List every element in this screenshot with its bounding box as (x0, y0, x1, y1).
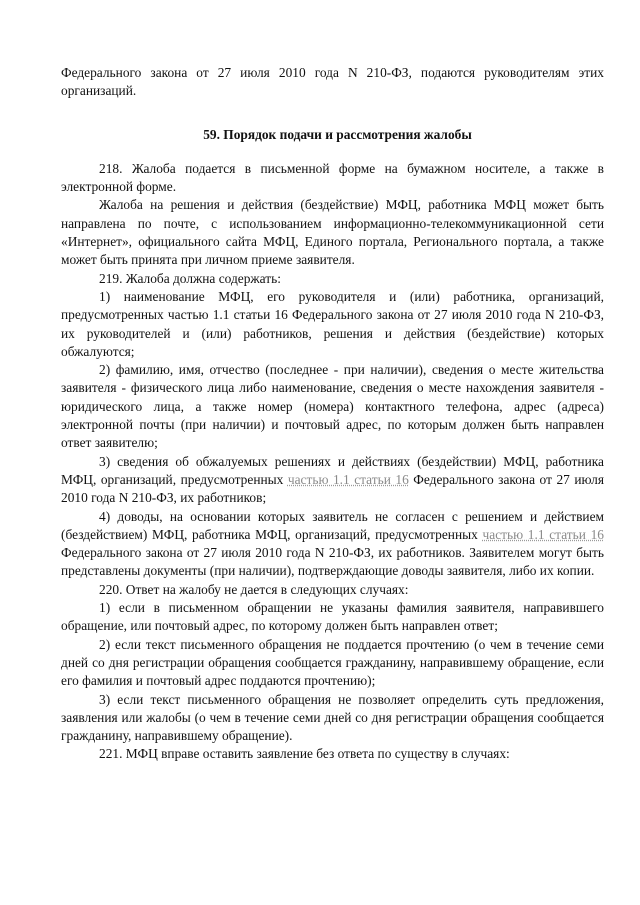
paragraph-219-item-1: 1) наименование МФЦ, его руководителя и (или) работника, организаций, предусмотренных частью 1.1 статьи 16 Федерального закона от 27 июля 2010 года N 210-ФЗ, их руководителей и (или) работников, решения и действия (бездействие) которых обжалуются; (61, 288, 604, 359)
paragraph-221: 221. МФЦ вправе оставить заявление без ответа по существу в случаях: (99, 746, 510, 762)
paragraph-219: 219. Жалоба должна содержать: (99, 270, 281, 286)
paragraph-219-item-2: 2) фамилию, имя, отчество (последнее - при наличии), сведения о месте жительства заявителя - физического лица либо наименование, сведения о месте нахождения заявителя - юридического лица, а также номер (номера) контактного телефона, адрес (адреса) электронной почты (при наличии) и почтовый адрес, по которым должен быть направлен ответ заявителю; (61, 362, 604, 451)
law-article-link[interactable]: частью 1.1 статьи 16 (287, 471, 409, 487)
paragraph-218-channels: Жалоба на решения и действия (бездействие) МФЦ, работника МФЦ может быть направлена по почте, с использованием информационно-телекоммуникационной сети «Интернет», официального сайта МФЦ, Единого портала, Регионального портала, а также может быть принята при личном приеме заявителя. (61, 197, 604, 268)
item-4-text-end: Федерального закона от 27 июля 2010 года N 210-ФЗ, их работников. Заявителем могут быть представлены документы (при наличии), подтверждающие доводы заявителя, либо их копии. (61, 545, 604, 579)
intro-paragraph: Федерального закона от 27 июля 2010 года N 210-ФЗ, подаются руководителям этих организаций. (61, 65, 604, 99)
law-article-link[interactable]: частью 1.1 статьи 16 (482, 526, 604, 542)
paragraph-219-item-3 (61, 453, 604, 508)
paragraph-220: 220. Ответ на жалобу не дается в следующих случаях: (99, 581, 409, 597)
paragraph-220-item-2: 2) если текст письменного обращения не поддается прочтению (о чем в течение семи дней со дня регистрации обращения сообщается гражданину, направившему обращение, если его фамилия и почтовый адрес поддаются прочтению); (61, 636, 604, 689)
item-3-text-start: 3) сведения об обжалуемых решениях и действиях (бездействии) МФЦ, работника МФЦ, организаций, предусмотренных (61, 453, 604, 487)
paragraph-220-item-3: 3) если текст письменного обращения не позволяет определить суть предложения, заявления или жалобы (о чем в течение семи дней со дня регистрации обращения сообщается гражданину, направившему обращение). (61, 691, 604, 744)
paragraph-218: 218. Жалоба подается в письменной форме на бумажном носителе, а также в электронной форме. (61, 160, 604, 195)
item-3-text-end: Федерального закона от 27 июля 2010 года N 210-ФЗ, их работников; (61, 471, 605, 506)
item-4-text-start: 4) доводы, на основании которых заявитель не согласен с решением и действием (бездействием) МФЦ, работника МФЦ, организаций, предусмотренных (61, 508, 604, 542)
paragraph-219-item-4 (61, 508, 604, 581)
paragraph-220-item-1: 1) если в письменном обращении не указаны фамилия заявителя, направившего обращение, или почтовый адрес, по которому должен быть направлен ответ; (61, 600, 604, 634)
section-title: 59. Порядок подачи и рассмотрения жалобы (203, 126, 472, 142)
